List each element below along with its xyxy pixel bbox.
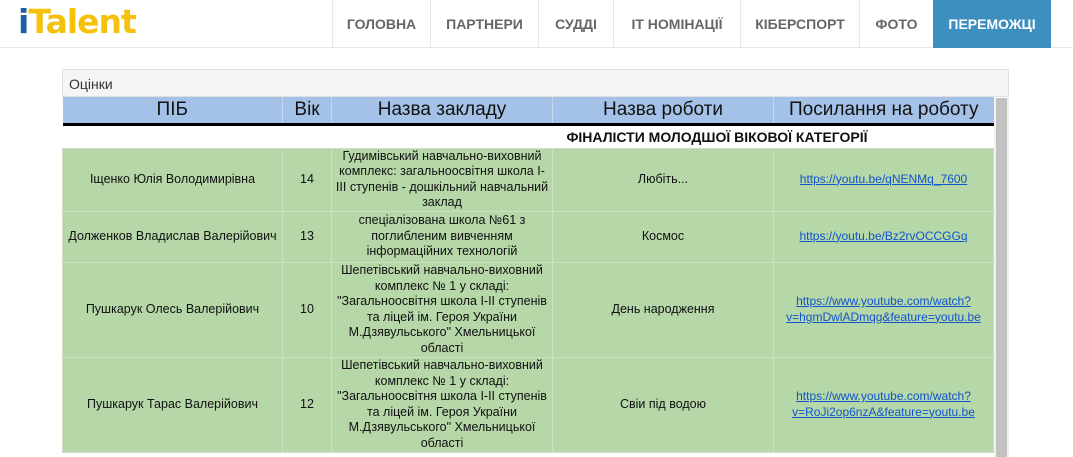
nav-item-winners[interactable]: ПЕРЕМОЖЦІ [933,0,1051,48]
main-nav [332,0,1051,48]
cell-age: 12 [283,357,332,452]
section-title: ФІНАЛІСТИ МОЛОДШОЇ ВІКОВОЇ КАТЕГОРІЇ [63,126,994,148]
nav-item-photo[interactable]: ФОТО [859,0,933,48]
cell-link[interactable]: https://www.youtube.com/watch?v=hgmDwlADmqg&feature=youtu.be [774,262,994,357]
header-name: ПІБ [63,97,283,123]
header-age: Вік [283,97,332,123]
cell-work: Космос [553,211,774,262]
table-row [63,357,994,452]
cell-work: Свіи під водою [553,357,774,452]
cell-age: 13 [283,211,332,262]
logo-text: Talent [28,2,136,41]
nav-item-it-nominations[interactable]: ІТ НОМІНАЦІЇ [613,0,740,48]
table-header-row [63,97,994,123]
italent-logo[interactable] [18,2,136,41]
cell-school: Шепетівський навчально-виховний комплекс № 1 у складі: "Загальноосвітня школа І-ІІ ступенів та ліцей ім. Героя України М.Дзявульського" Хмельницької області [332,262,553,357]
cell-age: 10 [283,262,332,357]
cell-school: спеціалізована школа №61 з поглибленим вивченням інформаційних технологій [332,211,553,262]
section-row [63,126,994,148]
cell-link[interactable]: https://youtu.be/qNENMq_7600 [774,148,994,211]
panel-title: Оцінки [62,69,1009,97]
cell-link[interactable]: https://www.youtube.com/watch?v=RoJi2op6nzA&feature=youtu.be [774,357,994,452]
table-row [63,262,994,357]
scores-panel [62,69,1009,457]
scrollbar-thumb[interactable] [996,98,1007,457]
cell-work: Любіть... [553,148,774,211]
table-scrollbar[interactable] [994,98,1009,457]
header-link: Посилання на роботу [774,97,994,123]
cell-school: Шепетівський навчально-виховний комплекс № 1 у складі: "Загальноосвітня школа І-ІІ ступенів та ліцей ім. Героя України М.Дзявульського" Хмельницької області [332,357,553,452]
logo-letter-i: i [18,2,29,41]
header-school: Назва закладу [332,97,553,123]
cell-name: Іщенко Юлія Володимирівна [63,148,283,211]
table-row [63,148,994,211]
cell-name: Долженков Владислав Валерійович [63,211,283,262]
cell-age: 14 [283,148,332,211]
nav-item-home[interactable]: ГОЛОВНА [332,0,430,48]
nav-item-partners[interactable]: ПАРТНЕРИ [430,0,538,48]
nav-item-judges[interactable]: СУДДІ [538,0,613,48]
cell-school: Гудимівський навчально-виховний комплекс: загальноосвітня школа І-ІІІ ступенів - дошкільний навчальний заклад [332,148,553,211]
top-navbar [0,0,1073,48]
cell-link[interactable]: https://youtu.be/Bz2rvOCCGGq [774,211,994,262]
nav-item-cybersport[interactable]: КІБЕРСПОРТ [740,0,859,48]
table-row [63,211,994,262]
cell-name: Пушкарук Тарас Валерійович [63,357,283,452]
cell-name: Пушкарук Олесь Валерійович [63,262,283,357]
cell-work: День народження [553,262,774,357]
header-work: Назва роботи [553,97,774,123]
scores-table [62,97,994,453]
